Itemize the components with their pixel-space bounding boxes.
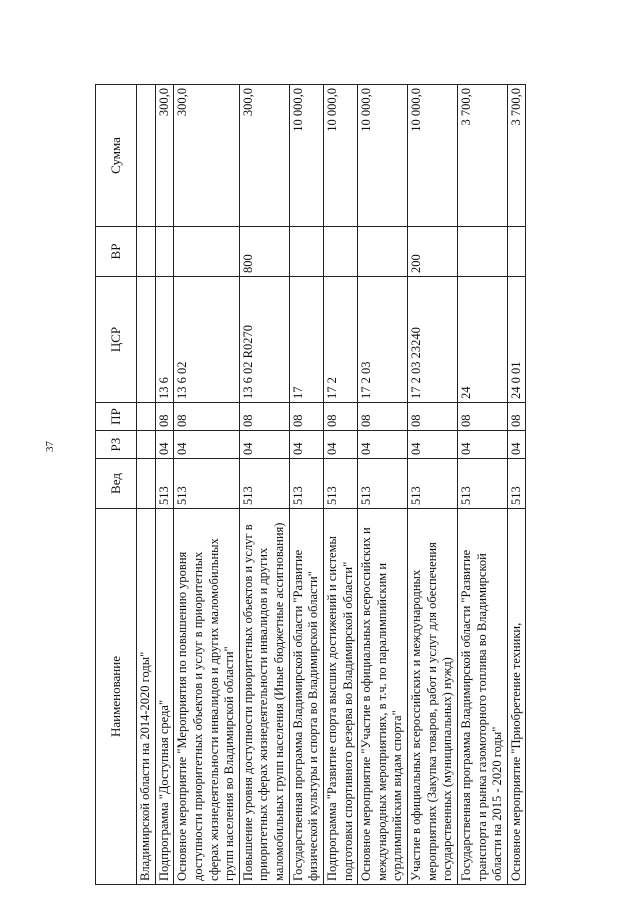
cell-pr: 08: [174, 403, 240, 431]
cell-rz: 04: [174, 431, 240, 459]
cell-csr: [137, 277, 156, 403]
cell-rz: 04: [507, 431, 526, 459]
cell-ved: [137, 459, 156, 509]
cell-pr: 08: [408, 403, 458, 431]
table-row: [457, 85, 507, 885]
cell-sum: 10 000,0: [289, 85, 323, 227]
cell-ved: 513: [174, 459, 240, 509]
cell-csr: 17 2 03 23240: [408, 277, 458, 403]
cell-name: Владимирской области на 2014-2020 годы": [137, 509, 156, 885]
cell-sum: 3 700,0: [507, 85, 526, 227]
cell-vr: [289, 227, 323, 277]
cell-vr: [457, 227, 507, 277]
cell-csr: 13 6 02 R0270: [239, 277, 289, 403]
cell-name: Основное мероприятие "Участие в официальных всероссийских и международных мероприятиях, в т.ч. по паралимпийским и сурдлимпийским видам спорта": [358, 509, 408, 885]
cell-sum: 300,0: [239, 85, 289, 227]
cell-name: Подпрограмма "Доступная среда": [155, 509, 174, 885]
cell-csr: 13 6: [155, 277, 174, 403]
cell-ved: 513: [358, 459, 408, 509]
cell-ved: 513: [408, 459, 458, 509]
cell-pr: 08: [457, 403, 507, 431]
cell-sum: 10 000,0: [358, 85, 408, 227]
cell-csr: 24 0 01: [507, 277, 526, 403]
cell-vr: [174, 227, 240, 277]
table-header-row: [96, 85, 137, 885]
table-body: [137, 85, 526, 885]
cell-name: Участие в официальных всероссийских и международных мероприятиях (Закупка товаров, работ и услуг для обеспечения государственных (муниципальных) нужд): [408, 509, 458, 885]
table-row: [507, 85, 526, 885]
cell-sum: 300,0: [155, 85, 174, 227]
cell-pr: 08: [323, 403, 357, 431]
cell-rz: 04: [155, 431, 174, 459]
cell-pr: 08: [358, 403, 408, 431]
budget-table: [95, 84, 526, 885]
cell-name: Повышение уровня доступности приоритетных объектов и услуг в приоритетных сферах жизнедеятельности инвалидов и других маломобильных групп населения (Иные бюджетные ассигнования): [239, 509, 289, 885]
table-row: [174, 85, 240, 885]
cell-sum: 10 000,0: [323, 85, 357, 227]
table-row: [408, 85, 458, 885]
cell-name: Государственная программа Владимирской области "Развитие физической культуры и спорта во Владимирской области": [289, 509, 323, 885]
cell-vr: [323, 227, 357, 277]
cell-rz: 04: [358, 431, 408, 459]
table-row: [137, 85, 156, 885]
cell-pr: 08: [239, 403, 289, 431]
header-csr: ЦСР: [96, 277, 137, 403]
header-vr: ВР: [96, 227, 137, 277]
cell-vr: [155, 227, 174, 277]
cell-pr: [137, 403, 156, 431]
cell-vr: 800: [239, 227, 289, 277]
cell-ved: 513: [323, 459, 357, 509]
page-number: 37: [44, 441, 56, 452]
table-row: [358, 85, 408, 885]
cell-csr: 17 2 03: [358, 277, 408, 403]
cell-ved: 513: [239, 459, 289, 509]
cell-ved: 513: [457, 459, 507, 509]
cell-csr: 17 2: [323, 277, 357, 403]
cell-name: Основное мероприятие "Мероприятия по повышению уровня доступности приоритетных объектов и услуг в приоритетных сферах жизнедеятельности инвалидов и других маломобильных групп населения во Владимирской области": [174, 509, 240, 885]
table-row: [289, 85, 323, 885]
cell-vr: [358, 227, 408, 277]
cell-rz: 04: [289, 431, 323, 459]
header-ved: Вед: [96, 459, 137, 509]
cell-vr: [137, 227, 156, 277]
table-row: [323, 85, 357, 885]
cell-name: Государственная программа Владимирской области "Развитие транспорта и рынка газомоторного топлива во Владимирской области на 2015 - 2020 годы": [457, 509, 507, 885]
cell-ved: 513: [289, 459, 323, 509]
cell-rz: 04: [323, 431, 357, 459]
cell-csr: 24: [457, 277, 507, 403]
table-row: [155, 85, 174, 885]
cell-pr: 08: [289, 403, 323, 431]
table-row: [239, 85, 289, 885]
cell-name: Основное мероприятие "Приобретение техники,: [507, 509, 526, 885]
cell-pr: 08: [155, 403, 174, 431]
header-pr: ПР: [96, 403, 137, 431]
cell-ved: 513: [507, 459, 526, 509]
header-rz: РЗ: [96, 431, 137, 459]
cell-ved: 513: [155, 459, 174, 509]
cell-name: Подпрограмма "Развитие спорта высших достижений и системы подготовки спортивного резерва во Владимирской области": [323, 509, 357, 885]
header-sum: Сумма: [96, 85, 137, 227]
cell-rz: [137, 431, 156, 459]
header-name: Наименование: [96, 509, 137, 885]
cell-sum: 10 000,0: [408, 85, 458, 227]
cell-rz: 04: [408, 431, 458, 459]
cell-sum: 300,0: [174, 85, 240, 227]
cell-sum: 3 700,0: [457, 85, 507, 227]
cell-csr: 13 6 02: [174, 277, 240, 403]
cell-csr: 17: [289, 277, 323, 403]
cell-vr: [507, 227, 526, 277]
cell-vr: 200: [408, 227, 458, 277]
cell-rz: 04: [457, 431, 507, 459]
cell-sum: [137, 85, 156, 227]
rotated-page-content: [95, 85, 605, 885]
cell-rz: 04: [239, 431, 289, 459]
cell-pr: 08: [507, 403, 526, 431]
